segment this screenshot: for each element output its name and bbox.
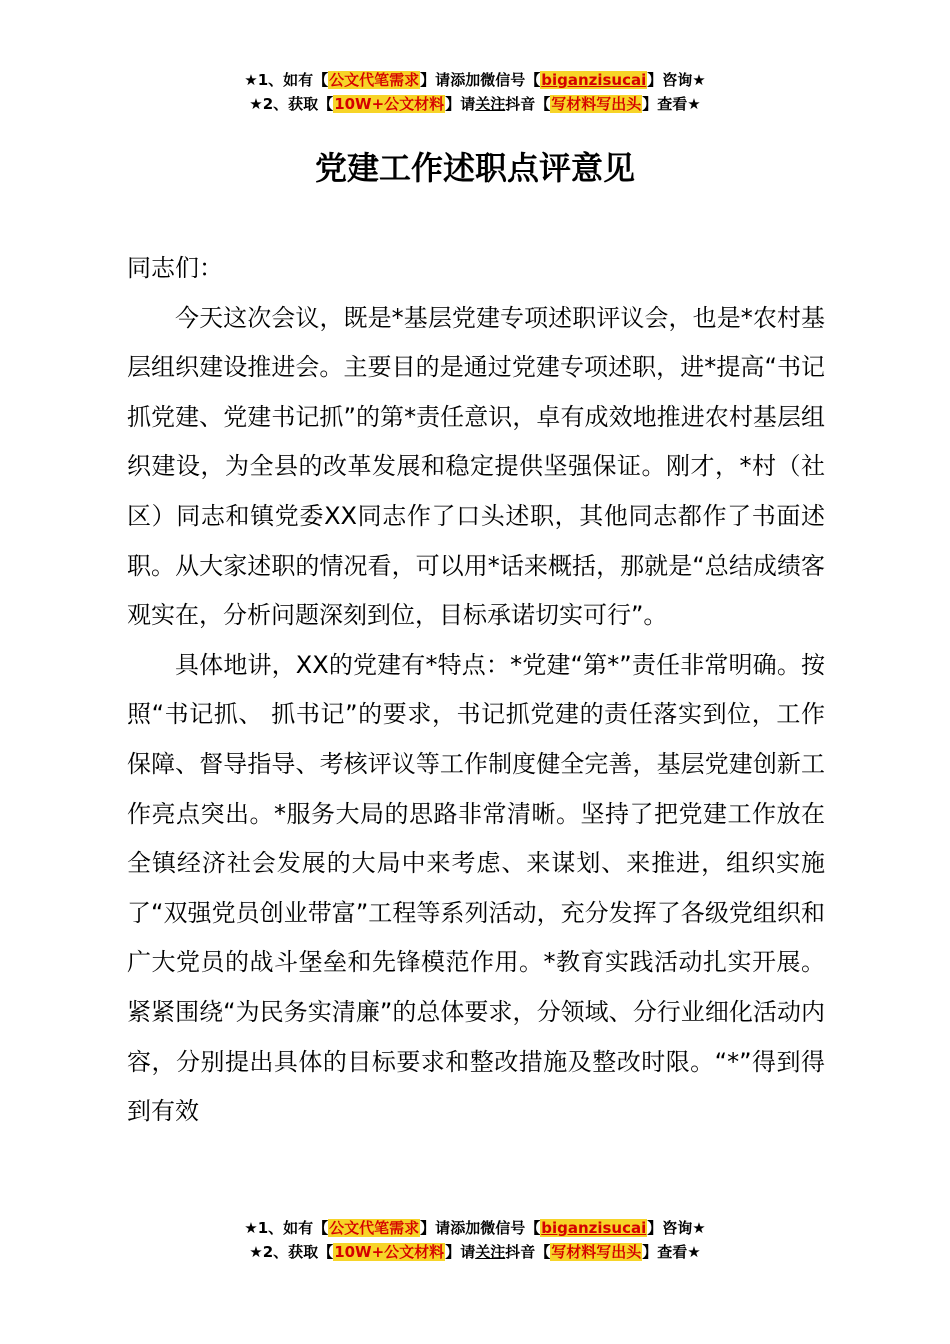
footer-line1-prefix: ★1、如有【 bbox=[244, 1219, 329, 1237]
body-paragraph-2: 具体地讲，XX的党建有*特点：*党建“第*”责任非常明确。按照“书记抓、 抓书记”的要求，书记抓党建的责任落实到位，工作保障、督导指导、考核评议等工作制度健全完善，基层党建创新工作亮点突出。*服务大局的思路非常清晰。坚持了把党建工作放在全镇经济社会发展的大局中来考虑、来谋划、来推进，组织实施了“双强党员创业带富”工程等系列活动，充分发挥了各级党组织和广大党员的战斗堡垒和先锋模范作用。*教育实践活动扎实开展。紧紧围绕“为民务实清廉”的总体要求，分领域、分行业细化活动内容，分别提出具体的目标要求和整改措施及整改时限。“*”得到得到有效 bbox=[127, 650, 825, 1126]
banner-line1-prefix: ★1、如有【 bbox=[244, 71, 329, 89]
footer-douyin-account[interactable]: 写材料写出头 bbox=[551, 1243, 642, 1261]
document-body bbox=[127, 244, 825, 1137]
banner-line1-mid: 】请 bbox=[420, 71, 451, 89]
body-paragraph-1: 今天这次会议，既是*基层党建专项述职评议会，也是*农村基层组织建设推进会。主要目的是通过党建专项述职，进*提高“书记抓党建、党建书记抓”的第*责任意识，卓有成效地推进农村基层组织建设，为全县的改革发展和稳定提供坚强保证。刚才，*村（社区）同志和镇党委XX同志作了口头述职，其他同志都作了书面述职。从大家述职的情况看，可以用*话来概括，那就是“总结成绩客观实在，分析问题深刻到位，目标承诺切实可行”。 bbox=[127, 303, 825, 630]
banner-line-2 bbox=[0, 92, 950, 116]
footer-banner bbox=[0, 1216, 950, 1264]
footer-line1-add: 添加 bbox=[450, 1219, 481, 1237]
banner-line1-add: 添加 bbox=[450, 71, 481, 89]
banner-douyin-account[interactable]: 写材料写出头 bbox=[551, 95, 642, 113]
footer-wechat-id[interactable]: biganzisucai bbox=[541, 1219, 647, 1237]
footer-line2-mid: 】请 bbox=[445, 1243, 476, 1261]
banner-highlight-materials: 10W+公文材料 bbox=[334, 95, 445, 113]
banner-line-1 bbox=[0, 68, 950, 92]
header-banner bbox=[0, 68, 950, 116]
document-title: 党建工作述职点评意见 bbox=[314, 149, 635, 187]
banner-line2-rest: 抖音【 bbox=[505, 95, 551, 113]
footer-line1-rest: 微信号【 bbox=[480, 1219, 541, 1237]
banner-wechat-id[interactable]: biganzisucai bbox=[541, 71, 647, 89]
footer-line2-follow: 关注 bbox=[475, 1243, 506, 1261]
footer-highlight-materials: 10W+公文材料 bbox=[334, 1243, 445, 1261]
footer-banner-line-1 bbox=[0, 1216, 950, 1240]
banner-line1-suffix: 】咨询★ bbox=[647, 71, 706, 89]
footer-line2-prefix: ★2、获取【 bbox=[249, 1243, 334, 1261]
banner-line2-prefix: ★2、获取【 bbox=[249, 95, 334, 113]
footer-highlight-writing-service: 公文代笔需求 bbox=[329, 1219, 420, 1237]
footer-line1-mid: 】请 bbox=[420, 1219, 451, 1237]
footer-banner-line-2 bbox=[0, 1240, 950, 1264]
banner-line2-mid: 】请 bbox=[445, 95, 476, 113]
footer-line2-rest: 抖音【 bbox=[505, 1243, 551, 1261]
banner-line1-rest: 微信号【 bbox=[480, 71, 541, 89]
footer-line2-suffix: 】查看★ bbox=[642, 1243, 701, 1261]
banner-line2-suffix: 】查看★ bbox=[642, 95, 701, 113]
banner-highlight-writing-service: 公文代笔需求 bbox=[329, 71, 420, 89]
salutation: 同志们： bbox=[127, 254, 223, 282]
banner-line2-follow: 关注 bbox=[475, 95, 506, 113]
footer-line1-suffix: 】咨询★ bbox=[647, 1219, 706, 1237]
